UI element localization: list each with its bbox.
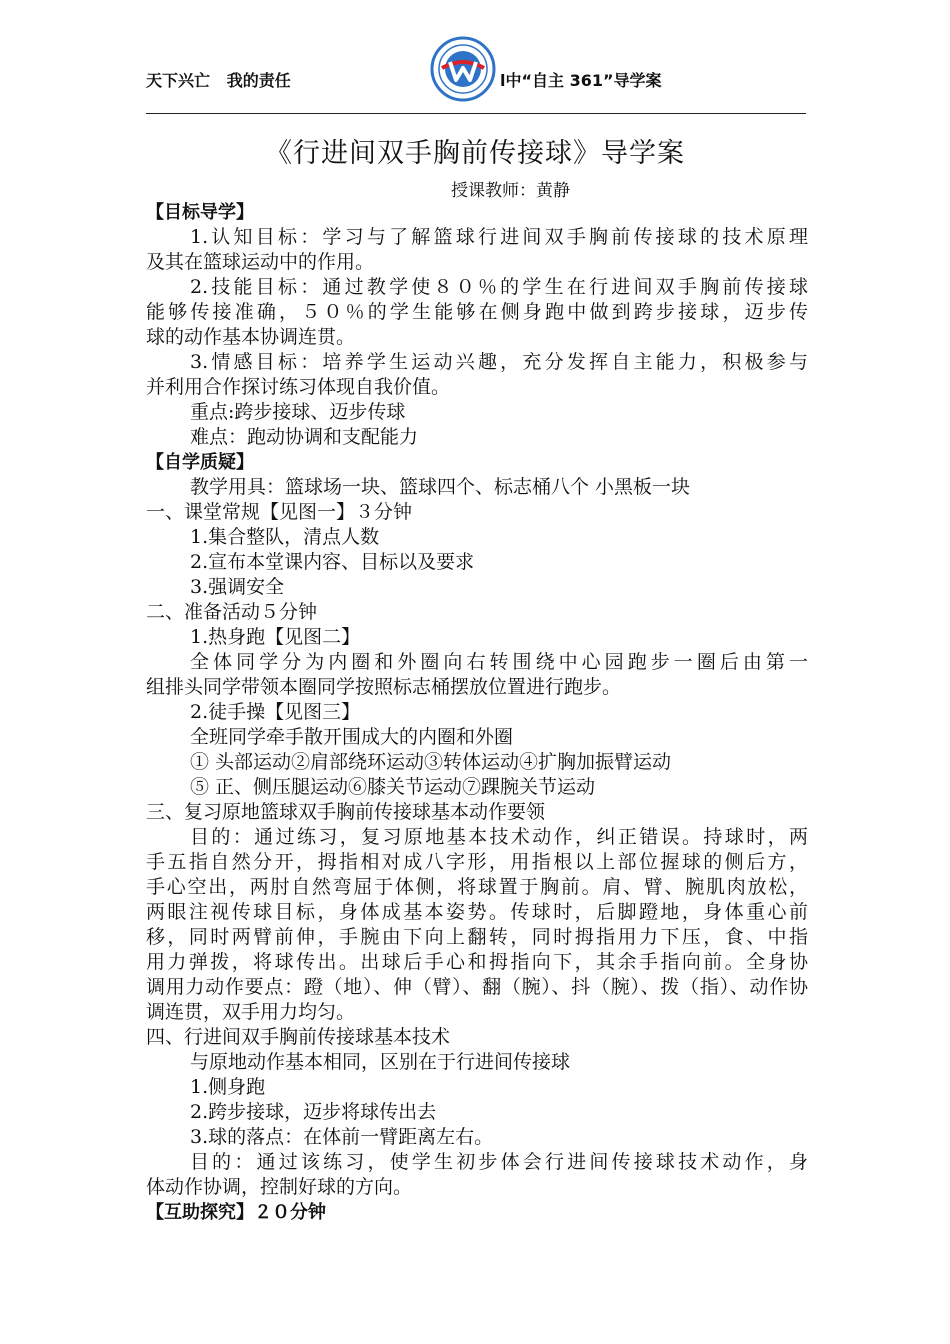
text-line: 与原地动作基本相同，区别在于行进间传接球 bbox=[190, 1051, 571, 1073]
text-line: 球的动作基本协调连贯。 bbox=[146, 326, 356, 348]
text-line: 目的：通过练习，复习原地基本技术动作，纠正错误。持球时，两 bbox=[190, 826, 808, 848]
text-line: 并利用合作探讨练习体现自我价值。 bbox=[146, 376, 451, 398]
text-line: 1.集合整队，清点人数 bbox=[190, 526, 380, 548]
text-line: 四、行进间双手胸前传接球基本技术 bbox=[146, 1026, 451, 1048]
header-program: l中“自主 361”导学案 bbox=[500, 71, 662, 90]
document-body bbox=[146, 200, 808, 1225]
text-line: 调用力动作要点：蹬（地）、伸（臂）、翻（腕）、抖（腕）、拨（指）、动作协 bbox=[146, 976, 808, 998]
text-line: 1.热身跑【见图二】 bbox=[190, 626, 361, 648]
text-line: 难点：跑动协调和支配能力 bbox=[190, 426, 419, 448]
text-line: 2.技能目标：通过教学使８０％的学生在行进间双手胸前传接球 bbox=[190, 276, 808, 298]
header-motto: 天下兴亡 我的责任 bbox=[146, 71, 291, 90]
text-line: 调连贯，双手用力均匀。 bbox=[146, 1001, 356, 1023]
text-line: 能够传接准确，５０％的学生能够在侧身跑中做到跨步接球，迈步传 bbox=[146, 301, 808, 323]
text-line: ⑤ 正、侧压腿运动⑥膝关节运动⑦踝腕关节运动 bbox=[190, 776, 596, 798]
text-line: 1.侧身跑 bbox=[190, 1076, 266, 1098]
text-line: 3.强调安全 bbox=[190, 576, 285, 598]
text-line: 一、课堂常规【见图一】３分钟 bbox=[146, 501, 413, 523]
text-line: 三、复习原地篮球双手胸前传接球基本动作要领 bbox=[146, 801, 546, 823]
text-line: 2.宣布本堂课内容、目标以及要求 bbox=[190, 551, 475, 573]
text-line: 教学用具：篮球场一块、篮球四个、标志桶八个 小黑板一块 bbox=[190, 476, 691, 498]
text-line: 3.情感目标：培养学生运动兴趣，充分发挥自主能力，积极参与 bbox=[190, 351, 808, 373]
text-line: 及其在篮球运动中的作用。 bbox=[146, 251, 375, 273]
text-line: 二、准备活动５分钟 bbox=[146, 601, 318, 623]
text-line: ① 头部运动②肩部绕环运动③转体运动④扩胸加振臂运动 bbox=[190, 751, 672, 773]
text-line: 全班同学牵手散开围成大的内圈和外圈 bbox=[190, 726, 514, 748]
text-line: 3.球的落点：在体前一臂距离左右。 bbox=[190, 1126, 494, 1148]
text-line: 两眼注视传球目标，身体成基本姿势。传球时，后脚蹬地，身体重心前 bbox=[146, 901, 808, 923]
text-line: 目的：通过该练习，使学生初步体会行进间传接球技术动作，身 bbox=[190, 1151, 808, 1173]
school-emblem-icon bbox=[430, 36, 496, 102]
text-line: 2.徒手操【见图三】 bbox=[190, 701, 361, 723]
text-line: 体动作协调，控制好球的方向。 bbox=[146, 1176, 413, 1198]
text-line: 1.认知目标：学习与了解篮球行进间双手胸前传接球的技术原理 bbox=[190, 226, 808, 248]
page-header bbox=[0, 0, 950, 120]
text-line: 组排头同学带领本圈同学按照标志桶摆放位置进行跑步。 bbox=[146, 676, 622, 698]
text-line: 重点:跨步接球、迈步传球 bbox=[190, 401, 406, 423]
section-heading: 【互助探究】２０分钟 bbox=[146, 1202, 326, 1223]
text-line: 手五指自然分开，拇指相对成八字形，用指根以上部位握球的侧后方， bbox=[146, 851, 808, 873]
text-line: 移，同时两臂前伸，手腕由下向上翻转，同时拇指用力下压，食、中指 bbox=[146, 926, 808, 948]
text-line: 2.跨步接球，迈步将球传出去 bbox=[190, 1101, 437, 1123]
teacher-line: 授课教师：黄静 bbox=[451, 181, 570, 201]
section-heading: 【目标导学】 bbox=[146, 202, 254, 223]
text-line: 全体同学分为内圈和外圈向右转围绕中心园跑步一圈后由第一 bbox=[190, 651, 808, 673]
header-divider bbox=[146, 113, 806, 114]
text-line: 手心空出，两肘自然弯屈于体侧，将球置于胸前。肩、臂、腕肌肉放松， bbox=[146, 876, 808, 898]
section-heading: 【自学质疑】 bbox=[146, 452, 254, 473]
document-title: 《行进间双手胸前传接球》导学案 bbox=[265, 138, 685, 169]
text-line: 用力弹拨，将球传出。出球后手心和拇指向下，其余手指向前。全身协 bbox=[146, 951, 808, 973]
